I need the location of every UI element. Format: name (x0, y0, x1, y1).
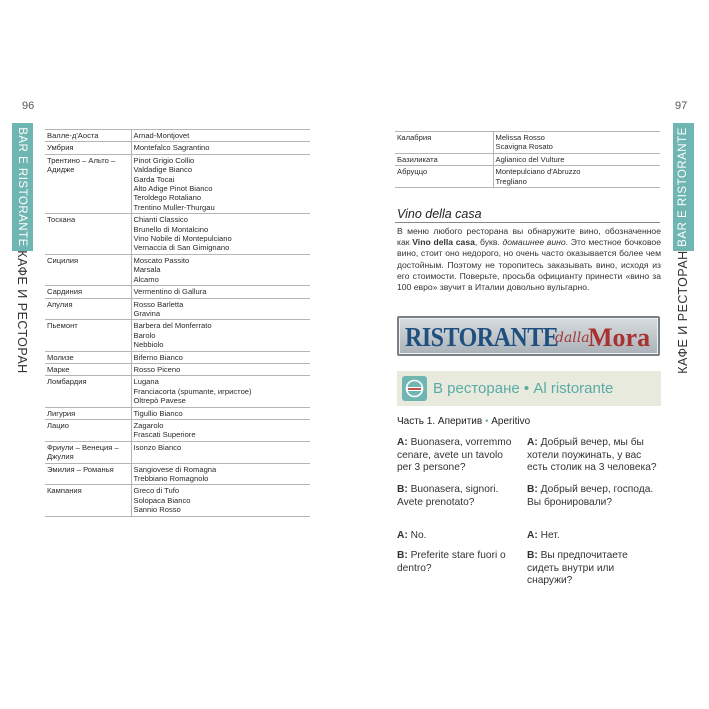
wine-name: Biferno Bianco (133, 352, 183, 362)
wine-list (131, 254, 310, 285)
wine-region: Калабрия (395, 132, 493, 154)
sign-mora-text: Mora (588, 323, 651, 352)
wine-table-row (45, 286, 310, 298)
wine-region: Молизе (45, 351, 131, 363)
wine-name: Rosso Piceno (133, 364, 181, 374)
wine-list (131, 407, 310, 419)
section-subtitle-left: КАФЕ И РЕСТОРАН (15, 250, 29, 374)
wine-region: Умбрия (45, 142, 131, 154)
section-title-left: BAR E RISTORANTE (16, 127, 28, 247)
wine-list (131, 130, 310, 142)
wine-name: Vernaccia di San Gimignano (133, 243, 230, 253)
wine-list (131, 214, 310, 255)
restaurant-sign-icon (402, 376, 427, 401)
wine-name: Montepulciano d'Abruzzo (495, 167, 581, 177)
wine-name: Vino Nobile di Montepulciano (133, 234, 232, 244)
wine-name: Lugana (133, 377, 159, 387)
wine-name: Sannio Rosso (133, 505, 181, 515)
wine-list (131, 441, 310, 463)
wine-table-row (395, 166, 660, 188)
wine-list (131, 363, 310, 375)
wine-region: Сицилия (45, 254, 131, 285)
wine-table-row (45, 351, 310, 363)
wine-name: Nebbiolo (133, 340, 164, 350)
ristorante-sign-image (397, 316, 660, 356)
wine-table-row (45, 441, 310, 463)
wine-list (131, 376, 310, 407)
wine-region: Сардиния (45, 286, 131, 298)
wine-name: Barolo (133, 330, 156, 340)
wine-name: Montefalco Sagrantino (133, 143, 210, 153)
vino-casa-divider (395, 222, 660, 223)
dialogue-line-ru: B: Добрый вечер, господа. Вы бронировали? (527, 484, 654, 508)
wine-region: Ломбардия (45, 376, 131, 407)
dialogue-line-it: B: Preferite stare fuori o dentro? (397, 550, 506, 574)
wine-table-row (45, 363, 310, 375)
wine-name: Arnad-Montjovet (133, 131, 190, 140)
wine-table-row (395, 153, 660, 165)
wine-name: Vermentino di Gallura (133, 287, 207, 297)
wine-table-right (395, 131, 660, 188)
sign-ristorante-text: RISTORANTE (405, 322, 559, 353)
wine-region: Фриули – Венеция – Джулия (45, 441, 131, 463)
vino-casa-text: В меню любого ресторана вы обнаружите вино, обозначенное как Vino della casa, букв. домашнее вино. Это местное бочковое вино, стоит оно недорого, но очень часто оказывается более чем достойным. Поэтому не торопитесь заказывать вино, исходя из его стоимости. Поверьте, просьба официанту принести «вино за 100 евро» звучит в Италии довольно вульгарно. (397, 226, 661, 293)
wine-name: Brunello di Montalcino (133, 224, 209, 234)
wine-table-left (45, 129, 310, 517)
wine-name: Oltrepò Pavese (133, 396, 186, 406)
wine-name: Teroldego Rotaliano (133, 193, 202, 203)
wine-table-row (45, 298, 310, 320)
wine-name: Zagarolo (133, 420, 164, 430)
wine-list (131, 142, 310, 154)
wine-list (131, 320, 310, 351)
wine-list (131, 463, 310, 485)
wine-region: Базиликата (395, 153, 493, 165)
wine-region: Апулия (45, 298, 131, 320)
wine-list (131, 298, 310, 320)
wine-list (131, 286, 310, 298)
wine-table-row (45, 142, 310, 154)
sign-della-text: dalla (555, 330, 590, 346)
page-number-right: 97 (675, 100, 688, 112)
wine-name: Moscato Passito (133, 255, 190, 265)
wine-name: Alcamo (133, 274, 159, 284)
wine-list (131, 485, 310, 516)
wine-name: Isonzo Bianco (133, 442, 182, 452)
wine-name: Pinot Grigio Collio (133, 155, 195, 165)
wine-name: Trebbiano Romagnolo (133, 474, 209, 483)
wine-name: Gravina (133, 308, 161, 318)
wine-name: Marsala (133, 265, 161, 275)
wine-list (131, 419, 310, 441)
section-subtitle-right: КАФЕ И РЕСТОРАН (676, 250, 690, 374)
wine-name: Greco di Tufo (133, 486, 180, 496)
wine-list (131, 154, 310, 213)
wine-name: Aglianico del Vulture (495, 154, 565, 164)
wine-name: Sangiovese di Romagna (133, 464, 217, 474)
page-number-left: 96 (22, 100, 35, 112)
phrase-section-title: В ресторане • Al ristorante (433, 380, 614, 397)
wine-region: Эмилия – Романья (45, 463, 131, 485)
dialogue-line-it: A: No. (397, 530, 427, 541)
dialogue-line-it: A: Buonasera, vorremmo cenare, avete un tavolo per 3 persone? (397, 437, 512, 474)
wine-name: Garda Tocai (133, 174, 175, 184)
wine-list (493, 132, 660, 154)
section-title-right: BAR E RISTORANTE (677, 127, 689, 247)
wine-name: Barbera del Monferrato (133, 321, 212, 331)
wine-name: Chianti Classico (133, 215, 188, 225)
wine-region: Лигурия (45, 407, 131, 419)
wine-name: Scavigna Rosato (495, 142, 553, 152)
wine-region: Валле-д'Аоста (45, 130, 131, 142)
wine-name: Melissa Rosso (495, 133, 545, 142)
vino-casa-title: Vino della casa (397, 207, 482, 221)
wine-table-row (45, 254, 310, 285)
dialogue-line-ru: B: Вы предпочитаете сидеть внутри или снаружи? (527, 550, 628, 587)
wine-name: Trentino Muller-Thurgau (133, 202, 215, 212)
dialogue-line-ru: A: Нет. (527, 530, 560, 541)
wine-region: Пьемонт (45, 320, 131, 351)
wine-list (131, 351, 310, 363)
dialogue-line-it: B: Buonasera, signori. Avete prenotato? (397, 484, 499, 508)
wine-list (493, 153, 660, 165)
wine-name: Alto Adige Pinot Bianco (133, 184, 213, 194)
wine-table-row (45, 407, 310, 419)
wine-table-row (45, 463, 310, 485)
wine-name: Frascati Superiore (133, 430, 196, 440)
wine-name: Valdadige Bianco (133, 165, 193, 175)
wine-name: Tregliano (495, 176, 527, 186)
wine-table-row (45, 214, 310, 255)
wine-table-row (395, 132, 660, 154)
wine-name: Rosso Barletta (133, 299, 184, 309)
wine-region: Тоскана (45, 214, 131, 255)
wine-table-row (45, 130, 310, 142)
wine-region: Абруццо (395, 166, 493, 188)
wine-list (493, 166, 660, 188)
wine-table-row (45, 320, 310, 351)
wine-region: Трентино – Альто – Адидже (45, 154, 131, 213)
wine-name: Franciacorta (spumante, игристое) (133, 386, 252, 396)
wine-region: Кампания (45, 485, 131, 516)
wine-region: Лацио (45, 419, 131, 441)
dialogue-line-ru: A: Добрый вечер, мы бы хотели поужинать, у вас есть столик на 3 человека? (527, 437, 657, 474)
wine-table-row (45, 485, 310, 516)
wine-table-row (45, 419, 310, 441)
wine-region: Марке (45, 363, 131, 375)
wine-name: Solopaca Bianco (133, 495, 191, 505)
wine-table-row (45, 376, 310, 407)
part-title: Часть 1. Аперитив • Aperitivo (397, 416, 531, 427)
wine-table-row (45, 154, 310, 213)
wine-name: Tigullio Bianco (133, 408, 183, 418)
